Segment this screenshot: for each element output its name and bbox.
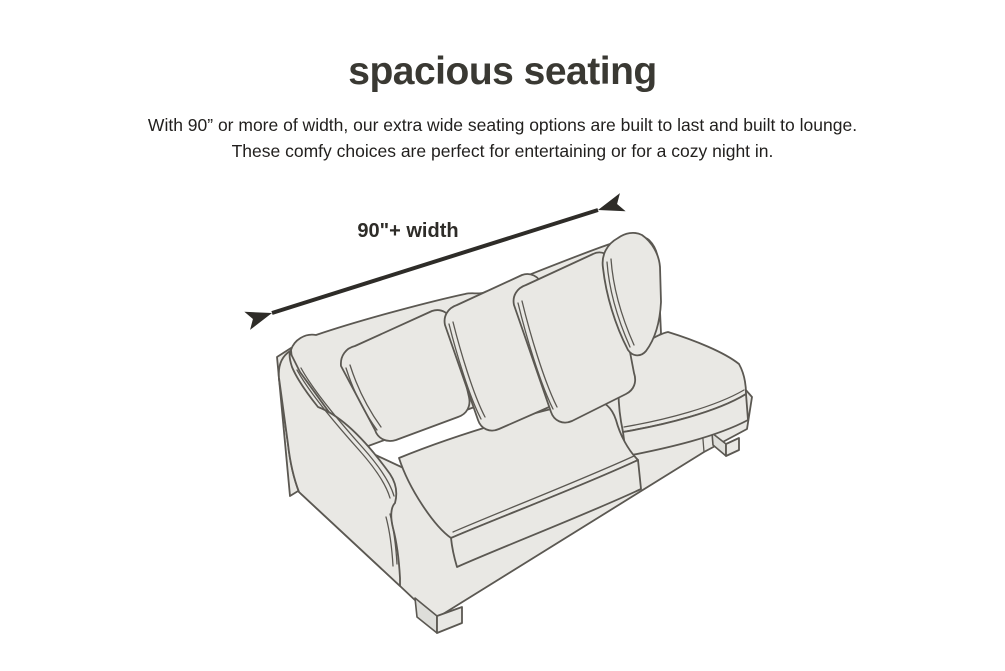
subtitle-line-1: With 90” or more of width, our extra wide seating options are built to last and built to lounge. <box>147 115 858 135</box>
sofa-drawing <box>277 233 752 633</box>
page-title: spacious seating <box>348 50 657 93</box>
subtitle-line-2: These comfy choices are perfect for entertaining or for a cozy night in. <box>231 141 774 161</box>
dimension-label: 90"+ width <box>357 220 459 242</box>
right-foot-right-face <box>726 438 739 456</box>
